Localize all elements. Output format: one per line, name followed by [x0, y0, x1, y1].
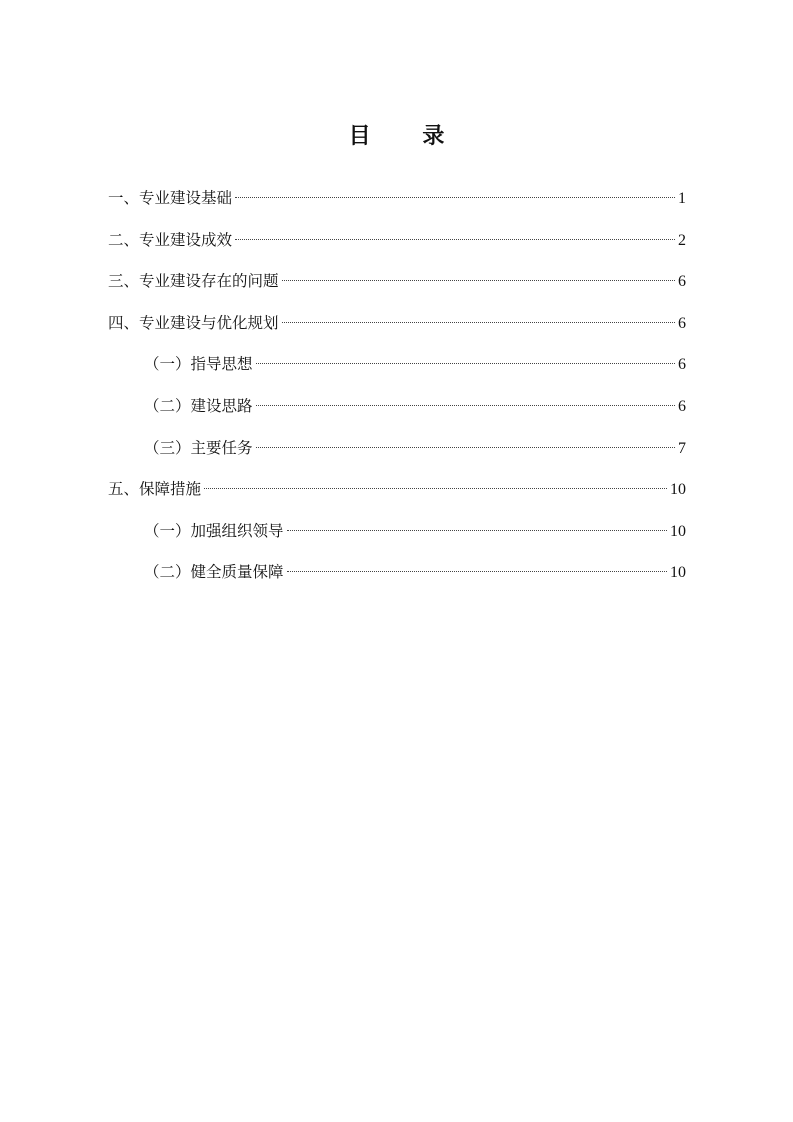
toc-subentry[interactable]	[108, 348, 686, 390]
toc-subentry[interactable]	[108, 515, 686, 557]
toc-entry-label: （三）主要任务	[144, 438, 253, 457]
toc-entry-page: 10	[670, 522, 686, 540]
toc-entry[interactable]	[108, 265, 686, 307]
toc-entry-page: 2	[678, 231, 686, 249]
toc-entry-label: 四、专业建设与优化规划	[108, 313, 279, 332]
toc-leader-dots	[282, 322, 675, 323]
toc-entry-label: （二）健全质量保障	[144, 563, 284, 582]
toc-subentry[interactable]	[108, 432, 686, 474]
toc-entry[interactable]	[108, 182, 686, 224]
toc-entry-page: 10	[670, 564, 686, 582]
toc-leader-dots	[282, 280, 675, 281]
toc-subentry[interactable]	[108, 556, 686, 598]
toc-leader-dots	[256, 447, 675, 448]
toc-entry-page: 10	[670, 481, 686, 499]
toc-leader-dots	[235, 239, 675, 240]
toc-entry-label: （二）建设思路	[144, 396, 253, 415]
toc-entry[interactable]	[108, 224, 686, 266]
toc-entry-label: （一）加强组织领导	[144, 521, 284, 540]
toc-subentry[interactable]	[108, 390, 686, 432]
toc-list	[108, 182, 686, 598]
toc-entry-page: 6	[678, 314, 686, 332]
toc-title: 目 录	[348, 123, 467, 149]
toc-entry-page: 7	[678, 439, 686, 457]
toc-leader-dots	[256, 405, 675, 406]
toc-entry[interactable]	[108, 473, 686, 515]
toc-leader-dots	[235, 197, 675, 198]
toc-leader-dots	[287, 530, 667, 531]
toc-entry-label: 三、专业建设存在的问题	[108, 272, 279, 291]
toc-entry-page: 6	[678, 356, 686, 374]
toc-entry-page: 6	[678, 397, 686, 415]
toc-entry-label: 五、保障措施	[108, 480, 202, 499]
toc-entry-label: （一）指导思想	[144, 355, 253, 374]
toc-leader-dots	[287, 571, 667, 572]
toc-leader-dots	[256, 363, 675, 364]
toc-entry-label: 一、专业建设基础	[108, 189, 233, 207]
toc-entry-label: 二、专业建设成效	[108, 230, 233, 249]
toc-entry-page: 1	[678, 190, 686, 207]
toc-entry[interactable]	[108, 307, 686, 349]
toc-leader-dots	[204, 488, 667, 489]
toc-entry-page: 6	[678, 273, 686, 291]
